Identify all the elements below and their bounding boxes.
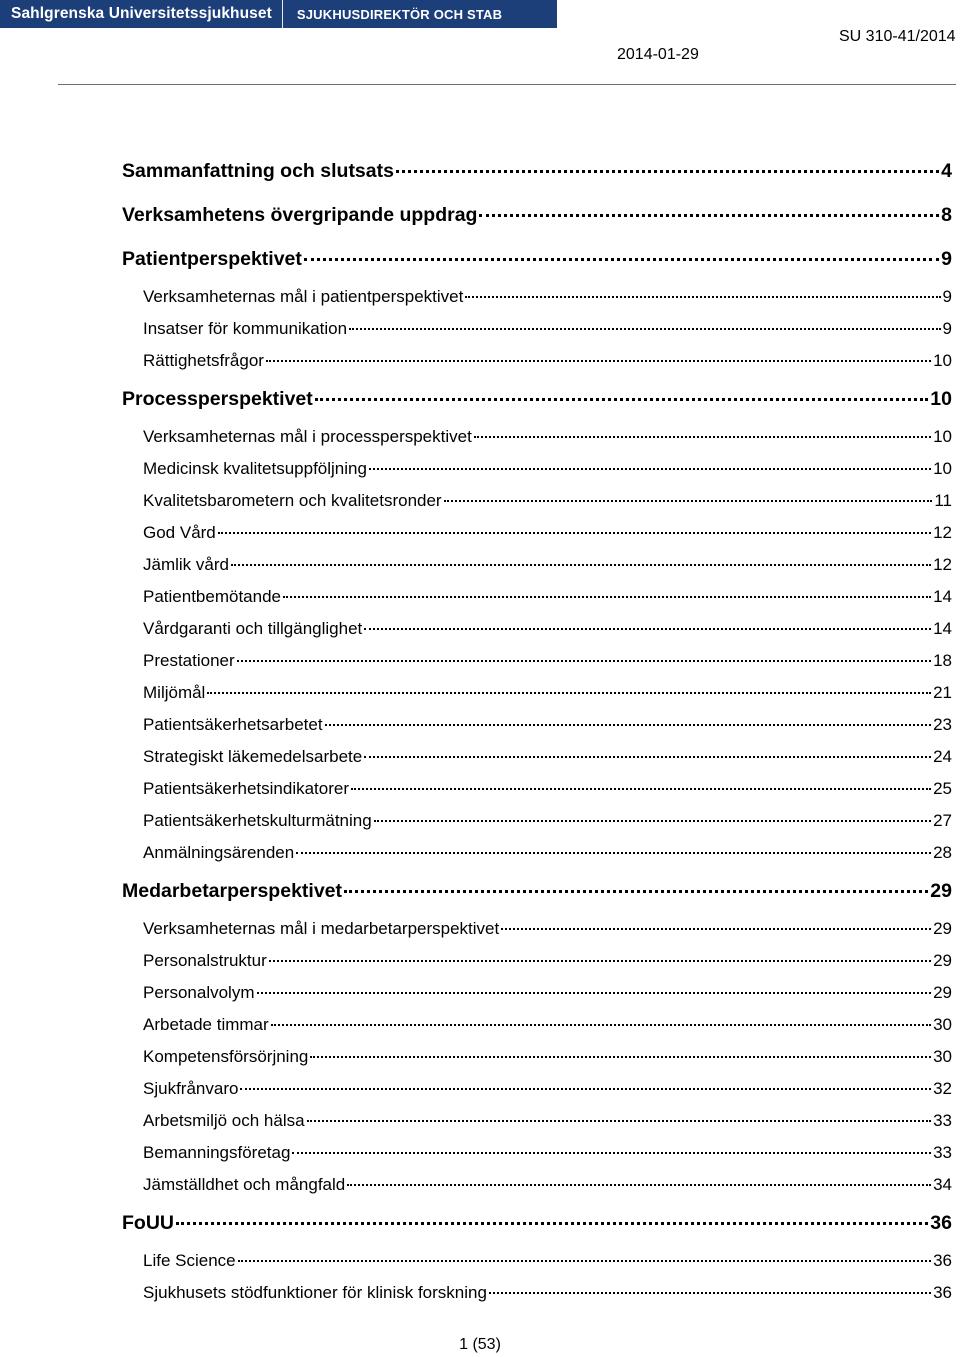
toc-dot-leader bbox=[364, 628, 931, 630]
toc-dot-leader bbox=[465, 296, 940, 298]
toc-entry-page: 30 bbox=[933, 1015, 952, 1034]
toc-subsection-entry[interactable] bbox=[122, 1245, 952, 1277]
toc-entry-page: 12 bbox=[933, 523, 952, 542]
toc-entry-title: God Vård bbox=[143, 523, 216, 542]
toc-subsection-entry[interactable] bbox=[122, 709, 952, 741]
toc-subsection-entry[interactable] bbox=[122, 549, 952, 581]
toc-subsection-entry[interactable] bbox=[122, 1105, 952, 1137]
toc-dot-leader bbox=[374, 820, 931, 822]
toc-entry-title: Prestationer bbox=[143, 651, 235, 670]
toc-subsection-entry[interactable] bbox=[122, 1137, 952, 1169]
toc-entry-page: 34 bbox=[933, 1175, 952, 1194]
toc-dot-leader bbox=[489, 1292, 931, 1294]
toc-entry-title: Kompetensförsörjning bbox=[143, 1047, 309, 1066]
toc-dot-leader bbox=[207, 692, 931, 694]
toc-entry-title: Patientperspektivet bbox=[122, 248, 302, 270]
toc-subsection-entry[interactable] bbox=[122, 517, 952, 549]
toc-entry-title: Verksamheternas mål i medarbetarperspektivet bbox=[143, 919, 500, 938]
toc-entry-title: Patientbemötande bbox=[143, 587, 281, 606]
header-rule bbox=[58, 84, 956, 85]
toc-entry-page: 10 bbox=[933, 459, 952, 478]
toc-entry-page: 33 bbox=[933, 1143, 952, 1162]
toc-dot-leader bbox=[364, 756, 931, 758]
toc-section-entry[interactable] bbox=[122, 237, 952, 281]
toc-dot-leader bbox=[310, 1056, 931, 1058]
toc-entry-title: Medarbetarperspektivet bbox=[122, 880, 343, 902]
toc-dot-leader bbox=[325, 724, 932, 726]
toc-dot-leader bbox=[266, 360, 931, 362]
toc-dot-leader bbox=[479, 214, 939, 217]
toc-dot-leader bbox=[218, 532, 931, 534]
toc-entry-title: Patientsäkerhetskulturmätning bbox=[143, 811, 372, 830]
toc-subsection-entry[interactable] bbox=[122, 345, 952, 377]
toc-dot-leader bbox=[269, 960, 931, 962]
toc-subsection-entry[interactable] bbox=[122, 837, 952, 869]
toc-entry-page: 14 bbox=[933, 619, 952, 638]
toc-entry-title: Medicinsk kvalitetsuppföljning bbox=[143, 459, 367, 478]
toc-subsection-entry[interactable] bbox=[122, 1277, 952, 1309]
toc-entry-title: Verksamhetens övergripande uppdrag bbox=[122, 204, 478, 226]
toc-entry-page: 21 bbox=[933, 683, 952, 702]
toc-entry-title: Patientsäkerhetsarbetet bbox=[143, 715, 323, 734]
toc-dot-leader bbox=[315, 398, 929, 401]
toc-entry-page: 14 bbox=[933, 587, 952, 606]
toc-section-entry[interactable] bbox=[122, 149, 952, 193]
toc-entry-title: Sjukfrånvaro bbox=[143, 1079, 239, 1098]
toc-entry-page: 4 bbox=[941, 160, 952, 182]
toc-subsection-entry[interactable] bbox=[122, 1041, 952, 1073]
toc-section-entry[interactable] bbox=[122, 869, 952, 913]
toc-entry-title: Miljömål bbox=[143, 683, 206, 702]
toc-dot-leader bbox=[283, 596, 931, 598]
toc-subsection-entry[interactable] bbox=[122, 313, 952, 345]
toc-subsection-entry[interactable] bbox=[122, 1073, 952, 1105]
toc-entry-title: Arbetade timmar bbox=[143, 1015, 269, 1034]
toc-subsection-entry[interactable] bbox=[122, 613, 952, 645]
toc-dot-leader bbox=[349, 328, 940, 330]
toc-subsection-entry[interactable] bbox=[122, 421, 952, 453]
toc-entry-title: Vårdgaranti och tillgänglighet bbox=[143, 619, 363, 638]
header-banner bbox=[0, 0, 557, 28]
toc-dot-leader bbox=[237, 660, 931, 662]
toc-subsection-entry[interactable] bbox=[122, 805, 952, 837]
toc-entry-page: 18 bbox=[933, 651, 952, 670]
document-date: 2014-01-29 bbox=[617, 46, 699, 63]
toc-subsection-entry[interactable] bbox=[122, 453, 952, 485]
toc-entry-page: 29 bbox=[930, 880, 952, 902]
toc-entry-title: Strategiskt läkemedelsarbete bbox=[143, 747, 363, 766]
document-reference: SU 310-41/2014 bbox=[839, 28, 956, 45]
toc-section-entry[interactable] bbox=[122, 377, 952, 421]
toc-entry-page: 23 bbox=[933, 715, 952, 734]
toc-section-entry[interactable] bbox=[122, 193, 952, 237]
toc-dot-leader bbox=[271, 1024, 931, 1026]
toc-entry-title: FoUU bbox=[122, 1212, 174, 1234]
toc-entry-title: Kvalitetsbarometern och kvalitetsronder bbox=[143, 491, 442, 510]
toc-dot-leader bbox=[257, 992, 932, 994]
toc-entry-page: 33 bbox=[933, 1111, 952, 1130]
toc-subsection-entry[interactable] bbox=[122, 773, 952, 805]
toc-entry-page: 30 bbox=[933, 1047, 952, 1066]
toc-dot-leader bbox=[347, 1184, 931, 1186]
toc-entry-title: Rättighetsfrågor bbox=[143, 351, 264, 370]
toc-entry-title: Personalvolym bbox=[143, 983, 255, 1002]
toc-subsection-entry[interactable] bbox=[122, 977, 952, 1009]
table-of-contents bbox=[122, 149, 952, 1309]
toc-entry-title: Sammanfattning och slutsats bbox=[122, 160, 394, 182]
toc-entry-page: 32 bbox=[933, 1079, 952, 1098]
toc-entry-title: Bemanningsföretag bbox=[143, 1143, 291, 1162]
toc-entry-page: 36 bbox=[933, 1251, 952, 1270]
toc-dot-leader bbox=[396, 170, 939, 173]
toc-dot-leader bbox=[296, 852, 931, 854]
toc-section-entry[interactable] bbox=[122, 1201, 952, 1245]
toc-entry-page: 11 bbox=[934, 491, 952, 510]
toc-entry-page: 29 bbox=[933, 983, 952, 1002]
toc-subsection-entry[interactable] bbox=[122, 945, 952, 977]
toc-entry-page: 29 bbox=[933, 951, 952, 970]
toc-dot-leader bbox=[307, 1120, 932, 1122]
unit-name: SJUKHUSDIREKTÖR OCH STAB bbox=[296, 6, 503, 22]
toc-entry-title: Arbetsmiljö och hälsa bbox=[143, 1111, 305, 1130]
toc-entry-page: 27 bbox=[933, 811, 952, 830]
toc-entry-page: 24 bbox=[933, 747, 952, 766]
toc-dot-leader bbox=[238, 1260, 931, 1262]
toc-entry-page: 10 bbox=[933, 351, 952, 370]
toc-entry-title: Sjukhusets stödfunktioner för klinisk forskning bbox=[143, 1283, 487, 1302]
toc-entry-page: 36 bbox=[930, 1212, 952, 1234]
toc-subsection-entry[interactable] bbox=[122, 913, 952, 945]
toc-entry-title: Verksamheternas mål i patientperspektivet bbox=[143, 287, 464, 306]
toc-entry-page: 28 bbox=[933, 843, 952, 862]
toc-subsection-entry[interactable] bbox=[122, 1169, 952, 1201]
toc-subsection-entry[interactable] bbox=[122, 281, 952, 313]
toc-dot-leader bbox=[444, 500, 933, 502]
toc-entry-page: 10 bbox=[930, 388, 952, 410]
toc-dot-leader bbox=[304, 258, 939, 261]
toc-dot-leader bbox=[344, 890, 928, 893]
toc-dot-leader bbox=[501, 928, 931, 930]
toc-dot-leader bbox=[176, 1222, 928, 1225]
toc-dot-leader bbox=[231, 564, 931, 566]
organization-name: Sahlgrenska Universitetssjukhuset bbox=[11, 5, 272, 22]
toc-dot-leader bbox=[240, 1088, 931, 1090]
toc-entry-page: 10 bbox=[933, 427, 952, 446]
toc-dot-leader bbox=[474, 436, 931, 438]
toc-subsection-entry[interactable] bbox=[122, 677, 952, 709]
toc-subsection-entry[interactable] bbox=[122, 485, 952, 517]
toc-entry-title: Life Science bbox=[143, 1251, 236, 1270]
toc-subsection-entry[interactable] bbox=[122, 1009, 952, 1041]
toc-subsection-entry[interactable] bbox=[122, 581, 952, 613]
toc-dot-leader bbox=[369, 468, 931, 470]
toc-dot-leader bbox=[351, 788, 931, 790]
toc-subsection-entry[interactable] bbox=[122, 645, 952, 677]
toc-entry-title: Jämställdhet och mångfald bbox=[143, 1175, 346, 1194]
toc-entry-page: 9 bbox=[941, 248, 952, 270]
toc-entry-page: 29 bbox=[933, 919, 952, 938]
toc-entry-page: 36 bbox=[933, 1283, 952, 1302]
toc-entry-page: 25 bbox=[933, 779, 952, 798]
toc-entry-title: Verksamheternas mål i processperspektivet bbox=[143, 427, 472, 446]
toc-entry-page: 9 bbox=[942, 319, 952, 338]
toc-entry-page: 12 bbox=[933, 555, 952, 574]
toc-subsection-entry[interactable] bbox=[122, 741, 952, 773]
page-number: 1 (53) bbox=[459, 1336, 501, 1353]
toc-entry-title: Patientsäkerhetsindikatorer bbox=[143, 779, 350, 798]
toc-entry-title: Anmälningsärenden bbox=[143, 843, 295, 862]
toc-entry-page: 8 bbox=[941, 204, 952, 226]
toc-entry-title: Jämlik vård bbox=[143, 555, 229, 574]
toc-entry-title: Insatser för kommunikation bbox=[143, 319, 348, 338]
toc-entry-title: Processperspektivet bbox=[122, 388, 313, 410]
toc-dot-leader bbox=[292, 1152, 931, 1154]
toc-entry-page: 9 bbox=[942, 287, 952, 306]
toc-entry-title: Personalstruktur bbox=[143, 951, 267, 970]
